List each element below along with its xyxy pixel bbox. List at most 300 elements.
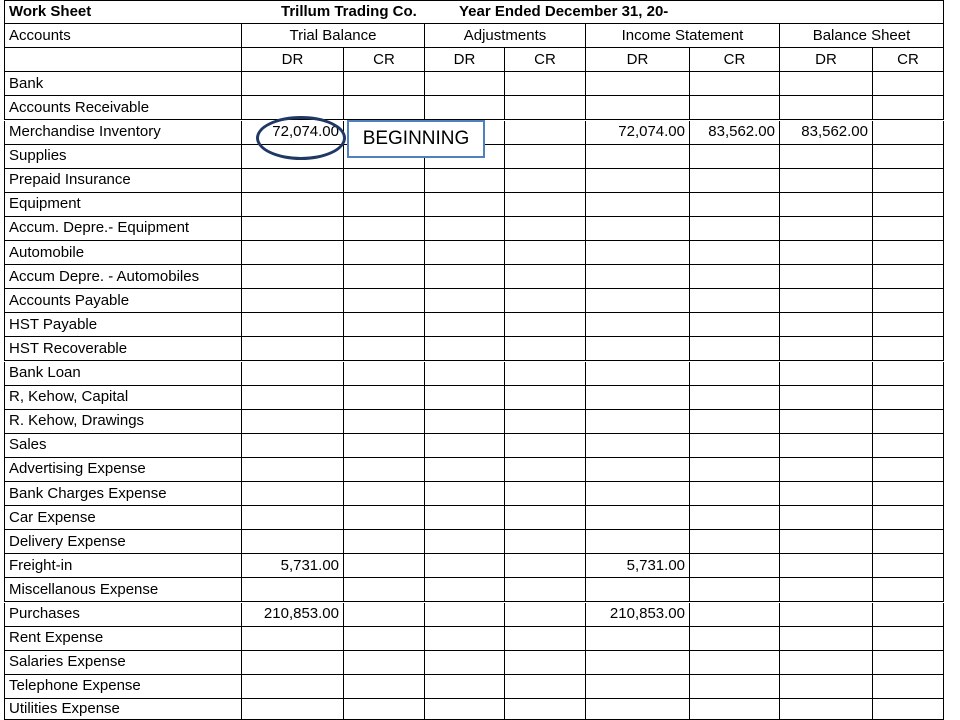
amount-cell xyxy=(780,458,873,482)
amount-cell xyxy=(242,72,344,96)
amount-cell xyxy=(873,434,944,458)
subhead-label: CR xyxy=(534,50,556,68)
amount-cell xyxy=(780,554,873,578)
account-name: HST Recoverable xyxy=(9,339,128,357)
amount-cell xyxy=(425,72,505,96)
amount-cell xyxy=(780,506,873,530)
amount-cell xyxy=(690,241,780,265)
header-trial-balance xyxy=(242,24,425,48)
account-name: Accounts Payable xyxy=(9,291,130,309)
account-row xyxy=(4,651,242,675)
amount-cell xyxy=(242,554,344,578)
account-name: R. Kehow, Drawings xyxy=(9,412,145,430)
subhead-cr xyxy=(344,48,425,72)
amount-cell xyxy=(690,675,780,699)
account-name: Supplies xyxy=(9,147,67,165)
trial-balance-label: Trial Balance xyxy=(289,26,377,44)
amount-cell xyxy=(344,699,425,720)
amount-cell xyxy=(505,96,586,120)
account-row xyxy=(4,675,242,699)
account-name: Car Expense xyxy=(9,508,96,526)
amount-cell xyxy=(780,337,873,361)
amount-cell xyxy=(425,193,505,217)
amount-cell xyxy=(690,530,780,554)
amount-cell xyxy=(344,578,425,602)
amount-cell xyxy=(505,313,586,337)
amount-cell xyxy=(505,603,586,627)
amount-cell xyxy=(780,651,873,675)
amount-cell xyxy=(780,410,873,434)
amount-cell xyxy=(586,506,690,530)
amount-cell xyxy=(690,651,780,675)
amount-cell xyxy=(344,482,425,506)
account-name: Delivery Expense xyxy=(9,532,126,550)
amount-cell xyxy=(425,530,505,554)
amount-cell xyxy=(425,265,505,289)
account-row xyxy=(4,603,242,627)
account-name: Accounts Receivable xyxy=(9,98,150,116)
subhead-label: CR xyxy=(373,50,395,68)
amount-cell xyxy=(425,554,505,578)
amount-cell xyxy=(505,121,586,145)
account-name: Merchandise Inventory xyxy=(9,123,161,141)
amount-cell xyxy=(505,241,586,265)
amount-cell xyxy=(690,386,780,410)
amount-cell xyxy=(873,482,944,506)
amount-cell xyxy=(344,530,425,554)
amount-cell xyxy=(873,458,944,482)
amount-cell xyxy=(690,217,780,241)
amount-cell xyxy=(425,578,505,602)
amount-cell xyxy=(690,72,780,96)
amount-cell xyxy=(873,675,944,699)
amount-cell xyxy=(505,217,586,241)
account-row xyxy=(4,506,242,530)
amount-cell xyxy=(344,72,425,96)
account-name: Automobile xyxy=(9,243,85,261)
amount-cell xyxy=(344,603,425,627)
amount-cell xyxy=(780,578,873,602)
account-row xyxy=(4,554,242,578)
amount-cell xyxy=(690,145,780,169)
amount-cell xyxy=(873,145,944,169)
amount-cell xyxy=(690,554,780,578)
subhead-cr xyxy=(873,48,944,72)
account-name: Prepaid Insurance xyxy=(9,171,131,189)
amount-cell xyxy=(242,434,344,458)
amount-cell xyxy=(505,289,586,313)
amount-cell xyxy=(780,96,873,120)
amount-cell xyxy=(242,627,344,651)
amount-cell xyxy=(344,217,425,241)
amount-cell xyxy=(425,603,505,627)
amount-cell xyxy=(344,434,425,458)
account-row xyxy=(4,337,242,361)
amount-cell xyxy=(873,603,944,627)
amount-cell xyxy=(873,554,944,578)
amount-cell xyxy=(586,675,690,699)
account-name: Bank Loan xyxy=(9,364,81,382)
amount-cell xyxy=(586,434,690,458)
amount-cell xyxy=(344,193,425,217)
account-name: Equipment xyxy=(9,195,81,213)
account-name: Accum Depre. - Automobiles xyxy=(9,267,200,285)
amount-cell xyxy=(586,169,690,193)
balance-sheet-label: Balance Sheet xyxy=(812,26,911,44)
account-name: Telephone Expense xyxy=(9,677,141,695)
amount-cell xyxy=(690,434,780,458)
account-name: Salaries Expense xyxy=(9,653,126,671)
amount-cell xyxy=(505,627,586,651)
account-row xyxy=(4,313,242,337)
subhead-dr xyxy=(242,48,344,72)
amount-cell xyxy=(344,241,425,265)
header-accounts xyxy=(4,24,242,48)
amount-cell xyxy=(425,482,505,506)
account-row xyxy=(4,458,242,482)
amount-cell xyxy=(780,145,873,169)
amount-cell xyxy=(690,627,780,651)
amount-cell xyxy=(242,386,344,410)
account-name: Sales xyxy=(9,436,47,454)
amount-cell xyxy=(586,410,690,434)
amount-cell xyxy=(242,169,344,193)
account-name: Freight-in xyxy=(9,556,73,574)
amount-cell xyxy=(690,121,780,145)
subhead-cr xyxy=(505,48,586,72)
amount-cell xyxy=(690,603,780,627)
adjustments-label: Adjustments xyxy=(463,26,547,44)
account-row xyxy=(4,289,242,313)
amount-cell xyxy=(780,482,873,506)
sheet-title: Work Sheet xyxy=(9,3,92,21)
amount-cell xyxy=(586,72,690,96)
amount-cell xyxy=(586,699,690,720)
amount-cell xyxy=(242,506,344,530)
amount-cell xyxy=(873,386,944,410)
income-statement-label: Income Statement xyxy=(621,26,744,44)
amount-cell xyxy=(690,313,780,337)
amount-cell xyxy=(586,337,690,361)
account-row xyxy=(4,362,242,386)
amount-cell xyxy=(873,169,944,193)
subhead-label: DR xyxy=(453,50,476,68)
amount-cell xyxy=(242,217,344,241)
amount-cell xyxy=(780,193,873,217)
amount-cell xyxy=(586,651,690,675)
subhead-label: DR xyxy=(815,50,837,68)
amount-cell xyxy=(780,217,873,241)
amount-cell xyxy=(873,651,944,675)
amount-value: 5,731.00 xyxy=(280,556,339,574)
account-name: Purchases xyxy=(9,605,80,623)
amount-cell xyxy=(690,193,780,217)
amount-value: 210,853.00 xyxy=(609,605,685,623)
amount-cell xyxy=(586,145,690,169)
amount-cell xyxy=(586,96,690,120)
account-row xyxy=(4,265,242,289)
amount-cell xyxy=(586,313,690,337)
amount-value: 83,562.00 xyxy=(801,123,868,141)
amount-cell xyxy=(690,169,780,193)
amount-cell xyxy=(242,313,344,337)
amount-cell xyxy=(586,530,690,554)
amount-cell xyxy=(425,458,505,482)
amount-cell xyxy=(873,410,944,434)
account-name: Advertising Expense xyxy=(9,460,146,478)
beginning-callout: BEGINNING xyxy=(347,120,485,158)
amount-cell xyxy=(425,699,505,720)
amount-cell xyxy=(344,458,425,482)
amount-cell xyxy=(873,96,944,120)
subhead-label: DR xyxy=(626,50,649,68)
amount-cell xyxy=(505,554,586,578)
amount-cell xyxy=(586,603,690,627)
amount-cell xyxy=(242,651,344,675)
amount-cell xyxy=(873,578,944,602)
amount-cell xyxy=(586,362,690,386)
header-balance-sheet xyxy=(780,24,944,48)
amount-cell xyxy=(344,554,425,578)
amount-cell xyxy=(242,289,344,313)
account-name: R, Kehow, Capital xyxy=(9,388,129,406)
account-row xyxy=(4,169,242,193)
amount-cell xyxy=(505,362,586,386)
amount-cell xyxy=(780,169,873,193)
amount-cell xyxy=(873,699,944,720)
amount-cell xyxy=(344,265,425,289)
account-row xyxy=(4,241,242,265)
amount-cell xyxy=(425,675,505,699)
amount-value: 72,074.00 xyxy=(272,123,339,141)
amount-cell xyxy=(505,458,586,482)
amount-cell xyxy=(505,169,586,193)
amount-cell xyxy=(690,96,780,120)
amount-cell xyxy=(780,241,873,265)
amount-cell xyxy=(505,506,586,530)
amount-cell xyxy=(425,651,505,675)
amount-cell xyxy=(505,386,586,410)
amount-cell xyxy=(425,241,505,265)
amount-cell xyxy=(586,386,690,410)
account-name: Miscellanous Expense xyxy=(9,580,159,598)
account-row xyxy=(4,193,242,217)
amount-cell xyxy=(873,193,944,217)
amount-cell xyxy=(873,530,944,554)
amount-cell xyxy=(505,675,586,699)
account-name: Bank xyxy=(9,74,44,92)
period-label: Year Ended December 31, 20- xyxy=(459,3,669,21)
company-name: Trillum Trading Co. xyxy=(281,3,417,21)
amount-cell xyxy=(425,410,505,434)
amount-cell xyxy=(242,482,344,506)
account-row xyxy=(4,434,242,458)
account-row xyxy=(4,578,242,602)
amount-cell xyxy=(242,265,344,289)
amount-cell xyxy=(586,265,690,289)
title-row xyxy=(4,0,944,24)
amount-cell xyxy=(505,482,586,506)
account-row xyxy=(4,121,242,145)
amount-cell xyxy=(690,289,780,313)
subhead-dr xyxy=(780,48,873,72)
amount-cell xyxy=(586,217,690,241)
amount-cell xyxy=(780,265,873,289)
amount-cell xyxy=(242,337,344,361)
amount-cell xyxy=(505,145,586,169)
account-name: Bank Charges Expense xyxy=(9,484,167,502)
amount-cell xyxy=(780,530,873,554)
amount-cell xyxy=(780,72,873,96)
amount-cell xyxy=(344,362,425,386)
amount-cell xyxy=(242,362,344,386)
amount-cell xyxy=(344,651,425,675)
amount-cell xyxy=(425,289,505,313)
account-row xyxy=(4,96,242,120)
amount-cell xyxy=(425,313,505,337)
amount-cell xyxy=(780,434,873,458)
amount-cell xyxy=(425,217,505,241)
amount-cell xyxy=(425,169,505,193)
amount-cell xyxy=(780,627,873,651)
amount-cell xyxy=(242,410,344,434)
amount-cell xyxy=(425,506,505,530)
amount-cell xyxy=(425,362,505,386)
amount-cell xyxy=(780,121,873,145)
subhead-label: CR xyxy=(897,50,919,68)
subhead-dr xyxy=(425,48,505,72)
amount-cell xyxy=(505,265,586,289)
amount-cell xyxy=(586,289,690,313)
amount-cell xyxy=(344,289,425,313)
amount-cell xyxy=(690,699,780,720)
amount-cell xyxy=(873,72,944,96)
account-row xyxy=(4,410,242,434)
subhead-blank xyxy=(4,48,242,72)
amount-cell xyxy=(425,337,505,361)
highlight-circle xyxy=(256,116,346,160)
amount-cell xyxy=(586,121,690,145)
amount-cell xyxy=(780,362,873,386)
amount-cell xyxy=(586,627,690,651)
worksheet xyxy=(4,0,944,720)
amount-cell xyxy=(873,337,944,361)
amount-cell xyxy=(242,530,344,554)
amount-cell xyxy=(873,289,944,313)
amount-cell xyxy=(425,627,505,651)
account-name: HST Payable xyxy=(9,315,98,333)
amount-cell xyxy=(873,241,944,265)
account-name: Rent Expense xyxy=(9,629,104,647)
amount-cell xyxy=(690,578,780,602)
amount-cell xyxy=(780,699,873,720)
amount-cell xyxy=(586,241,690,265)
amount-cell xyxy=(344,96,425,120)
amount-cell xyxy=(505,578,586,602)
amount-cell xyxy=(425,96,505,120)
amount-cell xyxy=(505,193,586,217)
subhead-dr xyxy=(586,48,690,72)
amount-cell xyxy=(344,506,425,530)
account-row xyxy=(4,145,242,169)
accounts-header: Accounts xyxy=(9,26,71,44)
amount-cell xyxy=(242,578,344,602)
amount-cell xyxy=(586,193,690,217)
account-name: Utilities Expense xyxy=(9,699,120,717)
amount-cell xyxy=(425,434,505,458)
amount-cell xyxy=(586,458,690,482)
amount-cell xyxy=(586,554,690,578)
amount-cell xyxy=(242,699,344,720)
account-row xyxy=(4,530,242,554)
amount-cell xyxy=(690,362,780,386)
amount-cell xyxy=(242,193,344,217)
amount-cell xyxy=(344,675,425,699)
subhead-label: DR xyxy=(281,50,304,68)
amount-cell xyxy=(873,265,944,289)
amount-cell xyxy=(344,313,425,337)
amount-value: 72,074.00 xyxy=(618,123,685,141)
amount-cell xyxy=(690,337,780,361)
amount-value: 210,853.00 xyxy=(263,605,339,623)
amount-cell xyxy=(780,603,873,627)
amount-cell xyxy=(873,627,944,651)
amount-cell xyxy=(505,651,586,675)
amount-cell xyxy=(344,386,425,410)
amount-cell xyxy=(586,578,690,602)
amount-cell xyxy=(425,386,505,410)
amount-cell xyxy=(344,627,425,651)
worksheet-grid xyxy=(4,0,944,720)
amount-cell xyxy=(690,458,780,482)
amount-cell xyxy=(505,434,586,458)
account-row xyxy=(4,217,242,241)
account-row xyxy=(4,627,242,651)
account-name: Accum. Depre.- Equipment xyxy=(9,219,190,237)
header-income-statement xyxy=(586,24,780,48)
amount-value: 5,731.00 xyxy=(626,556,685,574)
amount-cell xyxy=(505,699,586,720)
amount-cell xyxy=(690,482,780,506)
subhead-label: CR xyxy=(723,50,746,68)
amount-cell xyxy=(242,675,344,699)
amount-cell xyxy=(505,72,586,96)
amount-cell xyxy=(505,337,586,361)
amount-cell xyxy=(344,410,425,434)
amount-cell xyxy=(873,362,944,386)
amount-cell xyxy=(690,506,780,530)
amount-cell xyxy=(242,458,344,482)
amount-value: 83,562.00 xyxy=(708,123,775,141)
header-adjustments xyxy=(425,24,586,48)
account-row xyxy=(4,699,242,720)
amount-cell xyxy=(690,410,780,434)
amount-cell xyxy=(780,289,873,313)
amount-cell xyxy=(344,337,425,361)
amount-cell xyxy=(873,121,944,145)
amount-cell xyxy=(780,386,873,410)
account-row xyxy=(4,482,242,506)
amount-cell xyxy=(873,217,944,241)
amount-cell xyxy=(505,530,586,554)
account-row xyxy=(4,386,242,410)
amount-cell xyxy=(242,241,344,265)
amount-cell xyxy=(586,482,690,506)
amount-cell xyxy=(873,506,944,530)
amount-cell xyxy=(505,410,586,434)
amount-cell xyxy=(690,265,780,289)
subhead-cr xyxy=(690,48,780,72)
